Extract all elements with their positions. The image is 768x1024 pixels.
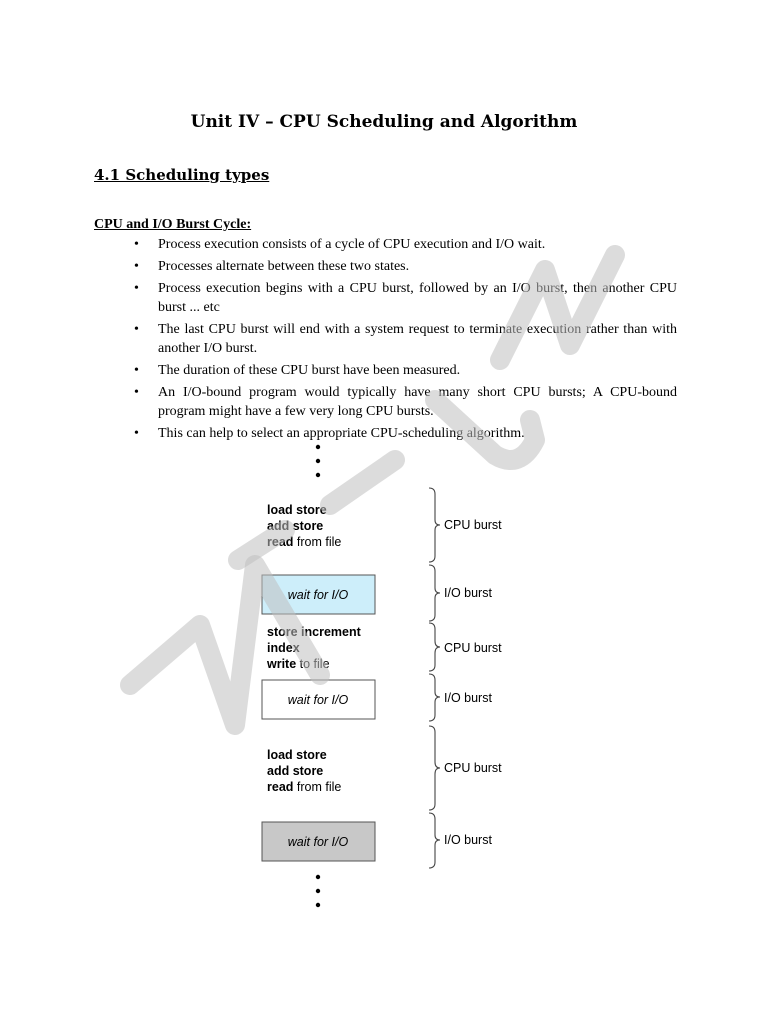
- list-item: • The duration of these CPU burst have been measured.: [131, 361, 677, 380]
- ellipsis-dot: [316, 875, 320, 879]
- brace-cpu: [429, 623, 440, 671]
- brace-cpu: [429, 726, 440, 810]
- cpu-burst-label: CPU burst: [444, 761, 502, 775]
- brace-cpu: [429, 488, 440, 562]
- bullet-list: [131, 235, 677, 446]
- instruction-line: load store: [267, 748, 327, 762]
- list-item: • The last CPU burst will end with a system request to terminate execution rather than with another I/O burst.: [131, 320, 677, 358]
- subheading: CPU and I/O Burst Cycle:: [94, 217, 252, 232]
- list-item: • This can help to select an appropriate CPU-scheduling algorithm.: [131, 424, 677, 443]
- brace-io: [429, 813, 440, 868]
- io-burst-label: I/O burst: [444, 586, 492, 600]
- instruction-line: store increment: [267, 625, 361, 639]
- io-burst-label: I/O burst: [444, 833, 492, 847]
- burst-cycle-diagram: [240, 440, 540, 920]
- ellipsis-dot: [316, 459, 320, 463]
- wait-label: wait for I/O: [287, 693, 349, 707]
- instruction-line: index: [267, 641, 300, 655]
- brace-io: [429, 565, 440, 621]
- ellipsis-dot: [316, 473, 320, 477]
- instruction-line: read from file: [267, 780, 342, 794]
- instruction-line: add store: [267, 519, 324, 533]
- list-item: • Process execution consists of a cycle of CPU execution and I/O wait.: [131, 235, 677, 254]
- instruction-line: load store: [267, 503, 327, 517]
- ellipsis-dot: [316, 889, 320, 893]
- section-heading: 4.1 Scheduling types: [94, 166, 270, 184]
- io-burst-label: I/O burst: [444, 691, 492, 705]
- instruction-line: read from file: [267, 535, 342, 549]
- ellipsis-dot: [316, 445, 320, 449]
- instruction-line: add store: [267, 764, 324, 778]
- page-title: Unit IV – CPU Scheduling and Algorithm: [190, 112, 578, 132]
- brace-io: [429, 674, 440, 721]
- list-item: • Processes alternate between these two states.: [131, 257, 677, 276]
- ellipsis-dot: [316, 903, 320, 907]
- wait-label: wait for I/O: [287, 835, 349, 849]
- cpu-burst-label: CPU burst: [444, 518, 502, 532]
- instruction-line: write to file: [267, 657, 330, 671]
- wait-label: wait for I/O: [287, 588, 349, 602]
- list-item: • Process execution begins with a CPU burst, followed by an I/O burst, then another CPU burst ... etc: [131, 279, 677, 317]
- cpu-burst-label: CPU burst: [444, 641, 502, 655]
- list-item: • An I/O-bound program would typically have many short CPU bursts; A CPU-bound program might have a few very long CPU bursts.: [131, 383, 677, 421]
